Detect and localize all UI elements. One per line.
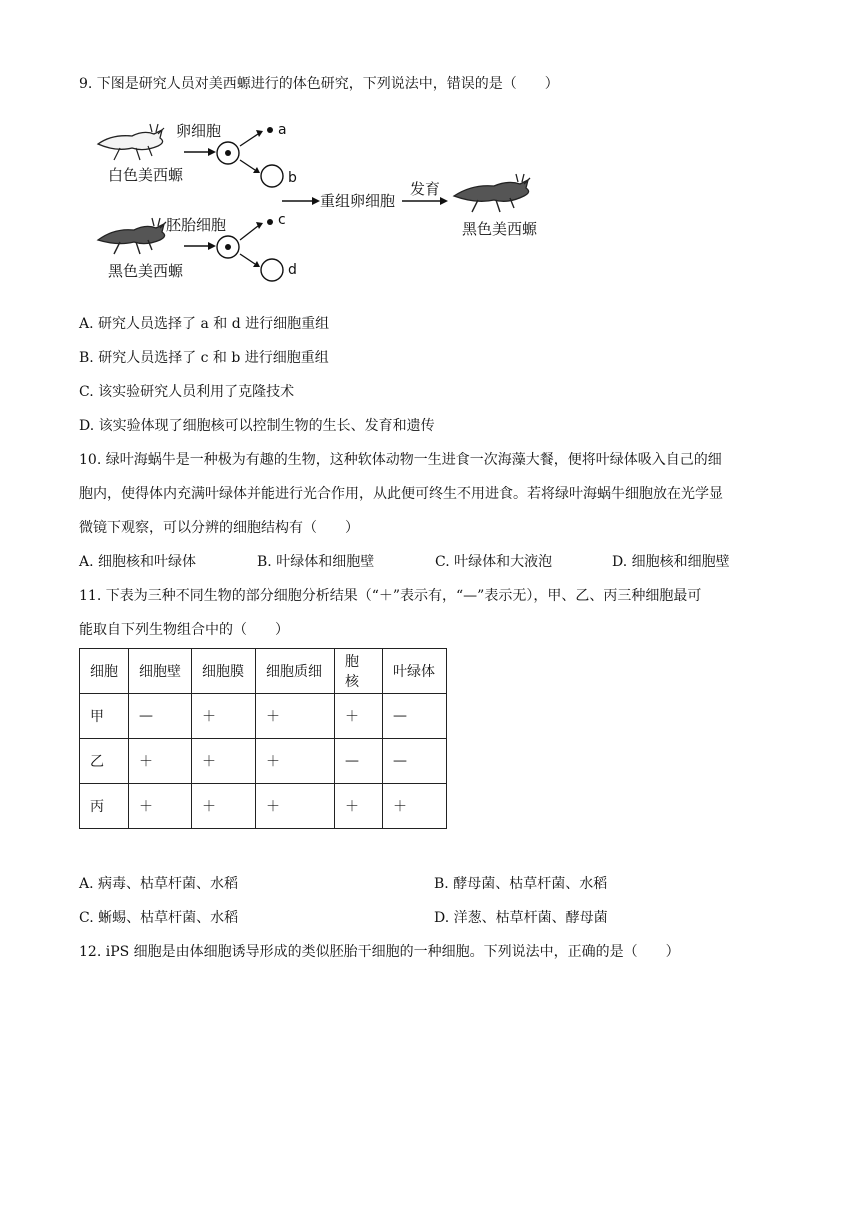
egg-cell-label: 卵细胞: [176, 122, 222, 140]
table-cell: ＋: [192, 784, 256, 829]
enucleated-d: [261, 259, 283, 281]
table-cell: ＋: [256, 784, 335, 829]
table-row: [80, 784, 447, 829]
table-header-cell: 叶绿体: [383, 649, 447, 694]
q9-stem: 9. 下图是研究人员对美西螈进行的体色研究，下列说法中，错误的是（ ）: [79, 76, 559, 92]
q10-option-b[interactable]: B. 叶绿体和细胞壁: [257, 554, 375, 570]
table-cell: —: [383, 739, 447, 784]
table-header-row: [80, 649, 447, 694]
q10-option-a[interactable]: A. 细胞核和叶绿体: [79, 554, 197, 570]
table-cell: ＋: [335, 694, 383, 739]
label-a: a: [278, 122, 287, 138]
q11-option-b[interactable]: B. 酵母菌、枯草杆菌、水稻: [434, 876, 608, 892]
nucleus-c: [267, 219, 273, 225]
q11-option-a[interactable]: A. 病毒、枯草杆菌、水稻: [79, 876, 239, 892]
table-header-cell: 胞核: [335, 649, 383, 694]
q11-option-c[interactable]: C. 蜥蜴、枯草杆菌、水稻: [79, 910, 239, 926]
black-axolotl-right-icon: [454, 174, 530, 212]
table-cell: 丙: [80, 784, 129, 829]
table-cell: ＋: [129, 784, 192, 829]
q10-stem-line3: 微镜下观察，可以分辨的细胞结构有（ ）: [79, 520, 359, 536]
q11-option-d[interactable]: D. 洋葱、枯草杆菌、酵母菌: [434, 910, 608, 926]
black-axolotl-right-label: 黑色美西螈: [462, 220, 538, 238]
label-c: c: [278, 212, 286, 228]
enucleated-b: [261, 165, 283, 187]
q10-stem-line2: 胞内，使得体内充满叶绿体并能进行光合作用，从此便可终生不用进食。若将绿叶海蜗牛细胞放在光学显: [79, 486, 723, 502]
table-cell: —: [335, 739, 383, 784]
table-cell: ＋: [256, 694, 335, 739]
table-cell: ＋: [383, 784, 447, 829]
table-cell: ＋: [256, 739, 335, 784]
recombined-egg-label: 重组卵细胞: [320, 192, 396, 210]
q10-option-d[interactable]: D. 细胞核和细胞壁: [612, 554, 730, 570]
white-axolotl-label: 白色美西螈: [108, 166, 184, 184]
table-cell: ＋: [335, 784, 383, 829]
white-axolotl-icon: [98, 124, 164, 160]
table-cell: ＋: [192, 739, 256, 784]
table-cell: 甲: [80, 694, 129, 739]
q12-stem: 12. iPS 细胞是由体细胞诱导形成的类似胚胎干细胞的一种细胞。下列说法中，正确的是（ ）: [79, 944, 680, 960]
table-header-cell: 细胞: [80, 649, 129, 694]
table-cell: —: [383, 694, 447, 739]
table-row: [80, 694, 447, 739]
table-header-cell: 细胞膜: [192, 649, 256, 694]
table-header-cell: 细胞壁: [129, 649, 192, 694]
table-cell: 乙: [80, 739, 129, 784]
table-cell: —: [129, 694, 192, 739]
nucleus-a: [267, 127, 273, 133]
label-d: d: [288, 262, 297, 278]
embryo-cell-label: 胚胎细胞: [166, 216, 227, 234]
table-row: [80, 739, 447, 784]
q9-option-b[interactable]: B. 研究人员选择了 c 和 b 进行细胞重组: [79, 350, 329, 366]
table-cell: ＋: [129, 739, 192, 784]
black-axolotl-left-icon: [98, 218, 166, 254]
table-cell: ＋: [192, 694, 256, 739]
table-header-cell: 细胞质细: [256, 649, 335, 694]
cell-structure-table: [79, 648, 447, 829]
black-axolotl-left-label: 黑色美西螈: [108, 262, 184, 280]
q9-option-d[interactable]: D. 该实验体现了细胞核可以控制生物的生长、发育和遗传: [79, 418, 435, 434]
q10-option-c[interactable]: C. 叶绿体和大液泡: [435, 554, 553, 570]
q11-stem-line2: 能取自下列生物组合中的（ ）: [79, 622, 289, 638]
q9-option-c[interactable]: C. 该实验研究人员利用了克隆技术: [79, 384, 295, 400]
develop-label: 发育: [410, 180, 441, 198]
q9-option-a[interactable]: A. 研究人员选择了 a 和 d 进行细胞重组: [79, 316, 330, 332]
axolotl-nuclear-transfer-diagram: [92, 112, 562, 292]
q11-stem-line1: 11. 下表为三种不同生物的部分细胞分析结果（“＋”表示有，“—”表示无），甲、乙、丙三种细胞最可: [79, 588, 702, 604]
q10-stem-line1: 10. 绿叶海蜗牛是一种极为有趣的生物，这种软体动物一生进食一次海藻大餐，便将叶绿体吸入自己的细: [79, 452, 722, 468]
label-b: b: [288, 170, 297, 186]
